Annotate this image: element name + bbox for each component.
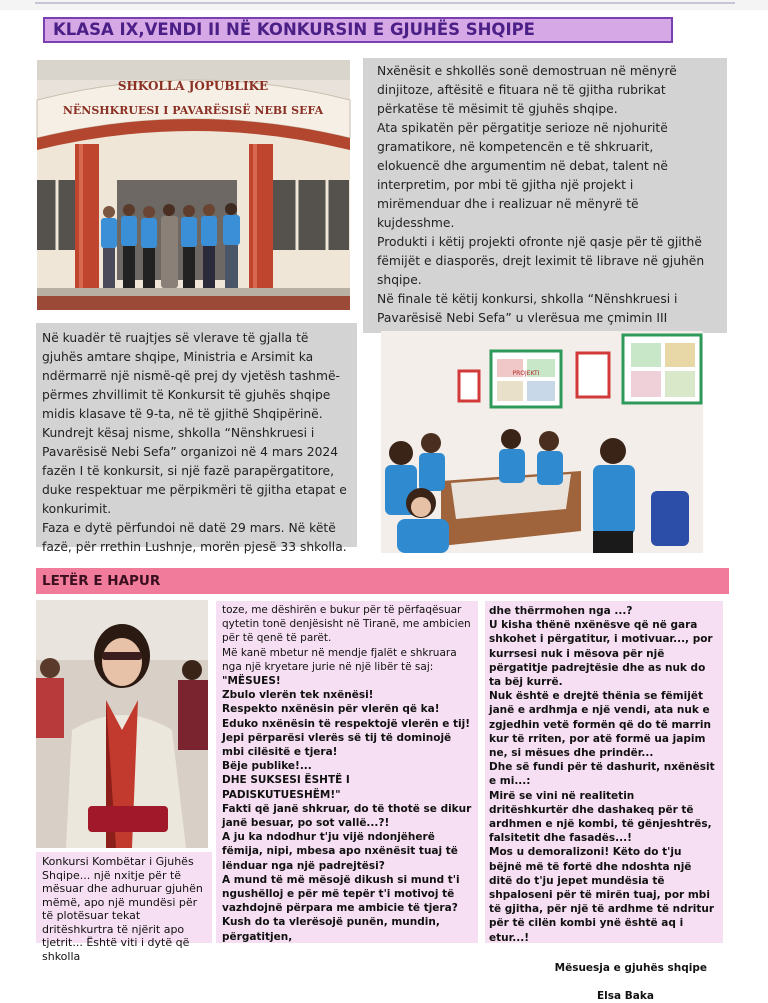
letter-paragraph: Nuk është e drejtë thënia se fëmijët janë e ardhmja e një vendi, ata nuk e zgjedhin vetë formën që do të marrin kur të rriten, por atë formë ua japim ne, si mësues dhe prindër... [489, 690, 711, 760]
article-paragraph: Kundrejt kësaj nisme, shkolla “Nënshkruesi i Pavarësisë Nebi Sefa” organizoi në 4 mars 2024 fazën I të konkursit, si një fazë parapërgatitore, duke respektuar me përpikmëri të gjitha etapat e konkurimit. [42, 426, 347, 516]
article-title: KLASA IX,VENDI II NË KONKURSIN E GJUHËS SHQIPE [43, 17, 673, 43]
letter-paragraph: Më kanë mbetur në mendje fjalët e shkruara nga një kryetare jurie në një libër të saj: [222, 646, 457, 673]
photo-caption: Konkursi Kombëtar i Gjuhës Shqipe... një nxitje për të mësuar dhe adhuruar gjuhën mëmë, apo një mundësi për të plotësuar tekat dritëshkurtra të njërit apo tjetrit... Është viti i dytë që shkolla [36, 852, 212, 943]
teacher-photo [36, 600, 208, 848]
article-paragraph: Në finale të këtij konkursi, shkolla “Nënshkruesi i Pavarësisë Nebi Sefa” u vlerësua me çmimin III [377, 292, 678, 325]
school-sign-line1: SHKOLLA JOPUBLIKE [117, 79, 269, 93]
top-border [0, 0, 768, 10]
letter-paragraph: A mund të më mësojë dikush si mund t'i ngushëlloj e për më tepër t'i motivoj të vazhdojnë përpara me ambicie të tjera? [222, 873, 460, 915]
article-paragraph: Ata spikatën për përgatitje serioze në njohuritë gramatikore, në kompetencën e të shkruarit, elokuencë dhe argumentim në debat, talent në interpretim, por mbi të gjitha një projekt i mirëmenduar dhe i realizuar në mënyrë të kujdesshme. [377, 121, 668, 230]
classroom-image [381, 331, 703, 553]
letter-paragraph: Dhe së fundi për të dashurit, nxënësit e mi...: [489, 761, 715, 788]
letter-column-right [485, 601, 723, 1003]
letter-paragraph: Mos u demoralizoni! Këto do t'ju bëjnë më të fortë dhe ndoshta një ditë do t'ju jepet mundësia të shpaloseni për të mirën tuaj, por mbi të gjitha, për një të ardhme të ndritur për të cilën kombi ynë është aq i etur...! [489, 846, 715, 944]
letter-paragraph: "MËSUES! [222, 675, 281, 688]
school-photo [37, 60, 350, 310]
project-board-label: PROJEKTI [512, 370, 540, 377]
school-sign-line2: NËNSHKRUESI I PAVARËSISË NEBI SEFA [62, 104, 324, 117]
article-context-box [36, 323, 357, 554]
article-intro-box [363, 58, 727, 333]
letter-column-middle [216, 601, 478, 943]
article-paragraph: Nxënësit e shkollës sonë demostruan në mënyrë dinjitoze, aftësitë e fituara në të gjitha rubrikat përkatëse të mësimit të gjuhës shqipe. [377, 64, 677, 116]
teacher-portrait-image [36, 600, 208, 848]
letter-paragraph: U kisha thënë nxënësve që në gara shkohet i përgatitur, i motivuar..., por kurrsesi nuk i mësova për një përgatitje padrejtësie dhe as nuk do ta bëj kurrë. [489, 619, 713, 689]
letter-paragraph: Bëje publike!... [222, 760, 312, 773]
section-title-open-letter: LETËR E HAPUR [36, 568, 729, 594]
letter-paragraph: Respekto nxënësin për vlerën që ka! [222, 703, 440, 716]
school-building-image [37, 60, 350, 310]
classroom-photo [381, 331, 703, 553]
article-paragraph: Faza e dytë përfundoi në datë 29 mars. Në këtë fazë, për rrethin Lushnje, morën pjesë 33 shkolla. [42, 521, 347, 554]
letter-paragraph: Kush do ta vlerësojë punën, mundin, përgatitjen, [222, 916, 440, 943]
letter-signature-name: Elsa Baka [597, 990, 654, 1003]
letter-paragraph: Mirë se vini në realitetin dritëshkurtër dhe dashakeq për të ardhmen e një kombi, të gënjeshtrës, falsitetit dhe fasadës...! [489, 789, 712, 845]
letter-paragraph: Eduko nxënësin të respektojë vlerën e tij! [222, 717, 471, 730]
letter-paragraph: DHE SUKSESI ËSHTË I PADISKUTUESHËM!" [222, 774, 350, 801]
letter-paragraph: Zbulo vlerën tek nxënësi! [222, 689, 374, 702]
letter-signature-role: Mësuesja e gjuhës shqipe [554, 961, 707, 974]
article-paragraph: Produkti i këtij projekti ofronte një qasje për të gjithë fëmijët e diasporës, drejt leximit të librave në gjuhën shqipe. [377, 235, 705, 287]
letter-paragraph: Jepi përparësi vlerës së tij të dominojë mbi cilësitë e tjera! [222, 731, 452, 759]
letter-paragraph: A ju ka ndodhur t'ju vijë ndonjëherë fëmija, nipi, mbesa apo nxënësit tuaj të lënduar nga një padrejtësi? [222, 831, 458, 872]
letter-paragraph: toze, me dëshirën e bukur për të përfaqësuar qytetin tonë denjësisht në Tiranë, me ambicien për të qenë të parët. [222, 604, 471, 645]
letter-paragraph: dhe thërrmohen nga ...? [489, 605, 633, 617]
article-paragraph: Në kuadër të ruajtjes së vlerave të gjalla të gjuhës amtare shqipe, Ministria e Arsimit ka ndërmarrë një nismë-që prej dy vjetësh tashmë-përmes zhvillimit të Konkursit të gjuhës shqipe midis klasave të 9-ta, në të gjithë Shqipërinë. [42, 331, 340, 421]
letter-paragraph: Fakti që janë shkruar, do të thotë se dikur janë besuar, po sot vallë...?! [222, 802, 472, 830]
